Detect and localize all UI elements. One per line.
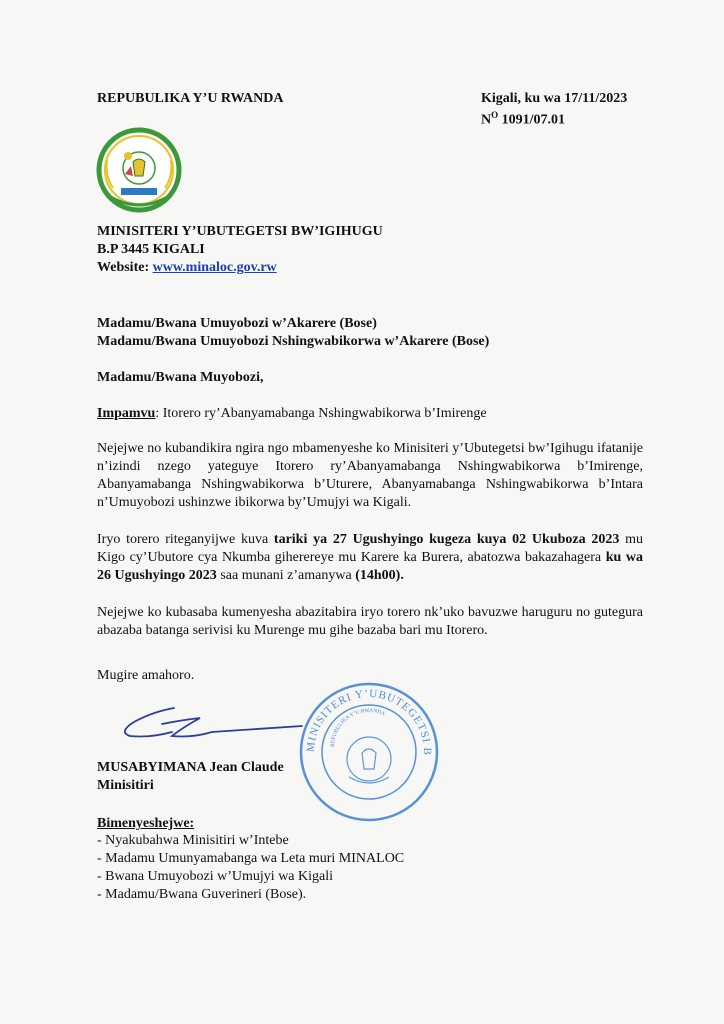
cc-item: - Bwana Umuyobozi w’Umujyi wa Kigali	[97, 869, 334, 884]
cc-label	[97, 815, 194, 833]
svg-text:REPUBULIKA Y’U RWANDA	[330, 708, 386, 747]
cc-item: - Madamu/Bwana Guverineri (Bose).	[97, 887, 307, 902]
ref-number: 1091/07.01	[498, 112, 566, 128]
po-box: B.P 3445 KIGALI	[97, 242, 205, 257]
subject-text: : Itorero ry’Abanyamabanga Nshingwabikorwa b’Imirenge	[155, 406, 487, 421]
stamp-inner-text: REPUBULIKA Y’U RWANDA	[329, 707, 387, 748]
para2-dates: tariki ya 27 Ugushyingo kugeza kuya 02 Ukuboza 2023	[273, 532, 620, 547]
reference-number	[481, 110, 565, 129]
place-date: Kigali, ku wa 17/11/2023	[481, 91, 628, 106]
body-paragraph-3: Nejejwe ko kubasaba kumenyesha abazitabira iryo torero nk’uko bavuzwe haruguru no gutegura abazaba batanga serivisi ku Murenge mu gihe bazaba bari mu Itorero.	[97, 605, 643, 638]
official-stamp	[294, 677, 444, 827]
svg-text:MINISITERI Y’UBUTEGETSI BW’IGI	[294, 677, 433, 756]
subject-line	[97, 405, 487, 423]
website-label: Website:	[97, 260, 153, 275]
para2-arrival-date: ku wa 26 Ugushyingo 2023	[97, 550, 644, 583]
republic-heading: REPUBULIKA Y’U RWANDA	[97, 91, 284, 106]
website-line	[97, 260, 277, 276]
body-paragraph-2	[97, 531, 643, 585]
closing-line: Mugire amahoro.	[97, 668, 195, 683]
rwanda-coat-of-arms-emblem	[95, 126, 183, 216]
subject-label: Impamvu	[97, 406, 156, 421]
para2-text-3: saa munani z’amanywa	[216, 568, 356, 583]
salutation: Madamu/Bwana Muyobozi,	[97, 370, 264, 385]
cc-item: - Nyakubahwa Minisitiri w’Intebe	[97, 833, 289, 848]
ministry-name: MINISITERI Y’UBUTEGETSI BW’IGIHUGU	[97, 224, 383, 239]
recipient-line-2: Madamu/Bwana Umuyobozi Nshingwabikorwa w’Akarere (Bose)	[97, 334, 490, 349]
cc-item: - Madamu Umunyamabanga wa Leta muri MINALOC	[97, 851, 405, 866]
ref-super: O	[491, 110, 499, 120]
stamp-ring-text: MINISITERI Y’UBUTEGETSI B	[304, 687, 434, 756]
signatory-title: Minisitiri	[97, 778, 154, 793]
para2-text-1: Iryo torero riteganyijwe kuva	[97, 532, 274, 547]
body-paragraph-1: Nejejwe no kubandikira ngira ngo mbamenyeshe ko Minisiteri y’Ubutegetsi bw’Igihugu ifatanije n’izindi nzego yateguye Itorero ry’Abanyamabanga Nshingwabikorwa b’Imirenge, Abanyamabanga Nshingwabikorwa b’Uturere, Abanyamabanga Nshingwabikorwa b’Intara n’Umuyobozi ushinzwe ibikorwa by’Umujyi wa Kigali.	[97, 441, 643, 510]
ref-prefix: N	[481, 112, 492, 128]
recipient-line-1: Madamu/Bwana Umuyobozi w’Akarere (Bose)	[97, 316, 377, 331]
para2-text-2: mu Kigo cy’Ubutore cya Nkumba giherereye mu Karere ka Burera, abatozwa bakazahagera	[97, 532, 643, 565]
signatory-name: MUSABYIMANA Jean Claude	[97, 760, 284, 775]
para2-time: (14h00).	[355, 568, 404, 583]
website-link[interactable]: www.minaloc.gov.rw	[152, 260, 277, 275]
handwritten-signature	[112, 702, 312, 752]
cc-label-text: Bimenyeshejwe:	[97, 816, 195, 831]
